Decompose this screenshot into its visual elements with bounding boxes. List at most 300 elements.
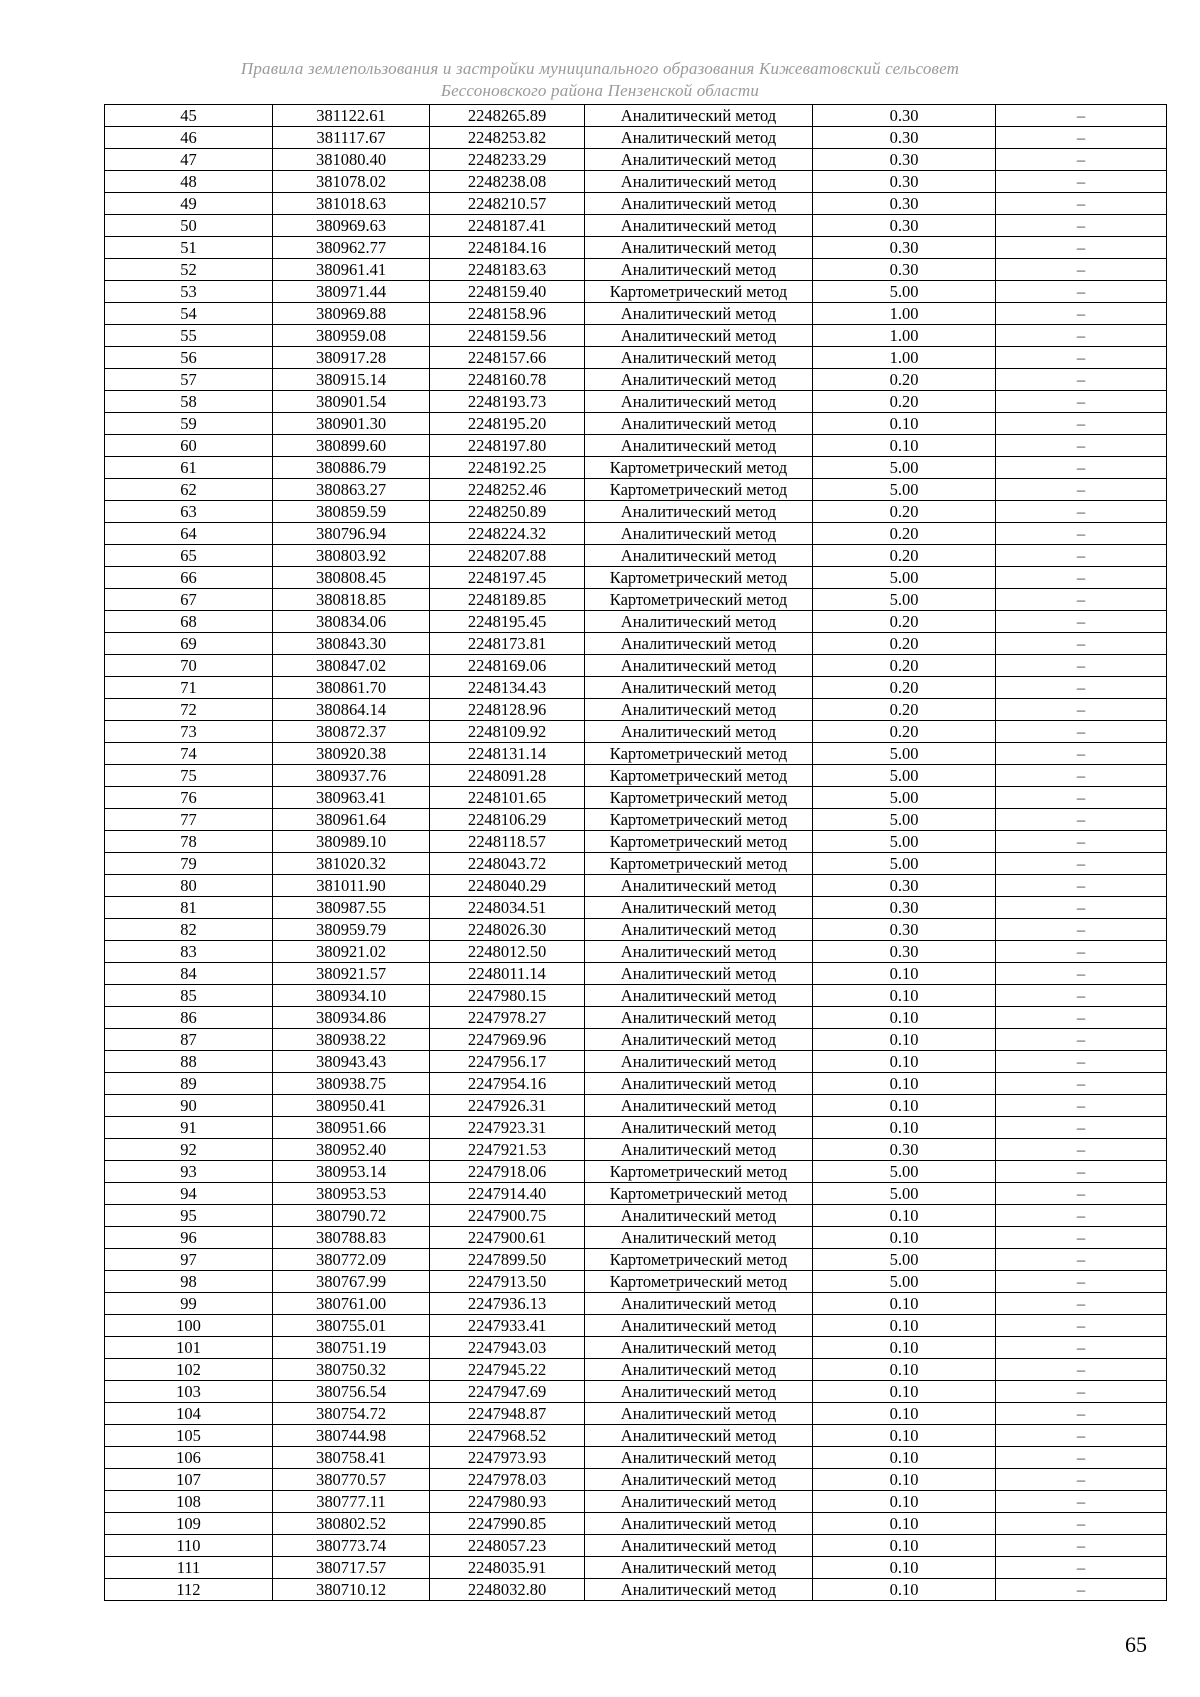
precision-cell: 0.10 <box>813 1073 996 1095</box>
note-cell: – <box>996 1381 1167 1403</box>
method-cell: Аналитический метод <box>585 1381 813 1403</box>
x-coordinate-cell: 380770.57 <box>273 1469 430 1491</box>
table-row <box>105 809 1167 831</box>
precision-cell: 0.10 <box>813 1293 996 1315</box>
method-cell: Аналитический метод <box>585 941 813 963</box>
x-coordinate-cell: 380950.41 <box>273 1095 430 1117</box>
method-cell: Аналитический метод <box>585 1425 813 1447</box>
point-number-cell: 52 <box>105 259 273 281</box>
table-row <box>105 347 1167 369</box>
point-number-cell: 101 <box>105 1337 273 1359</box>
method-cell: Аналитический метод <box>585 1139 813 1161</box>
y-coordinate-cell: 2248101.65 <box>430 787 585 809</box>
table-row <box>105 831 1167 853</box>
method-cell: Аналитический метод <box>585 303 813 325</box>
precision-cell: 5.00 <box>813 743 996 765</box>
table-row <box>105 391 1167 413</box>
note-cell: – <box>996 501 1167 523</box>
table-row <box>105 501 1167 523</box>
x-coordinate-cell: 380710.12 <box>273 1579 430 1601</box>
table-row <box>105 589 1167 611</box>
point-number-cell: 109 <box>105 1513 273 1535</box>
table-row <box>105 941 1167 963</box>
table-row <box>105 1271 1167 1293</box>
y-coordinate-cell: 2248173.81 <box>430 633 585 655</box>
precision-cell: 0.20 <box>813 391 996 413</box>
note-cell: – <box>996 1073 1167 1095</box>
precision-cell: 5.00 <box>813 1249 996 1271</box>
point-number-cell: 47 <box>105 149 273 171</box>
precision-cell: 0.30 <box>813 259 996 281</box>
note-cell: – <box>996 633 1167 655</box>
point-number-cell: 107 <box>105 1469 273 1491</box>
note-cell: – <box>996 1183 1167 1205</box>
note-cell: – <box>996 1051 1167 1073</box>
method-cell: Картометрический метод <box>585 479 813 501</box>
y-coordinate-cell: 2248034.51 <box>430 897 585 919</box>
precision-cell: 1.00 <box>813 347 996 369</box>
method-cell: Аналитический метод <box>585 435 813 457</box>
y-coordinate-cell: 2248197.80 <box>430 435 585 457</box>
method-cell: Картометрический метод <box>585 853 813 875</box>
method-cell: Картометрический метод <box>585 831 813 853</box>
note-cell: – <box>996 391 1167 413</box>
precision-cell: 1.00 <box>813 325 996 347</box>
note-cell: – <box>996 721 1167 743</box>
note-cell: – <box>996 875 1167 897</box>
method-cell: Аналитический метод <box>585 1403 813 1425</box>
precision-cell: 5.00 <box>813 457 996 479</box>
y-coordinate-cell: 2248265.89 <box>430 105 585 127</box>
method-cell: Аналитический метод <box>585 1029 813 1051</box>
y-coordinate-cell: 2247973.93 <box>430 1447 585 1469</box>
x-coordinate-cell: 380989.10 <box>273 831 430 853</box>
method-cell: Аналитический метод <box>585 237 813 259</box>
precision-cell: 0.30 <box>813 237 996 259</box>
precision-cell: 5.00 <box>813 853 996 875</box>
note-cell: – <box>996 963 1167 985</box>
x-coordinate-cell: 380987.55 <box>273 897 430 919</box>
x-coordinate-cell: 380963.41 <box>273 787 430 809</box>
note-cell: – <box>996 809 1167 831</box>
y-coordinate-cell: 2247948.87 <box>430 1403 585 1425</box>
method-cell: Аналитический метод <box>585 1513 813 1535</box>
y-coordinate-cell: 2248193.73 <box>430 391 585 413</box>
point-number-cell: 74 <box>105 743 273 765</box>
table-row <box>105 171 1167 193</box>
y-coordinate-cell: 2248187.41 <box>430 215 585 237</box>
method-cell: Аналитический метод <box>585 699 813 721</box>
method-cell: Аналитический метод <box>585 259 813 281</box>
y-coordinate-cell: 2248118.57 <box>430 831 585 853</box>
point-number-cell: 94 <box>105 1183 273 1205</box>
method-cell: Аналитический метод <box>585 963 813 985</box>
table-row <box>105 1007 1167 1029</box>
point-number-cell: 111 <box>105 1557 273 1579</box>
note-cell: – <box>996 831 1167 853</box>
x-coordinate-cell: 381080.40 <box>273 149 430 171</box>
x-coordinate-cell: 380758.41 <box>273 1447 430 1469</box>
note-cell: – <box>996 1249 1167 1271</box>
note-cell: – <box>996 655 1167 677</box>
point-number-cell: 56 <box>105 347 273 369</box>
method-cell: Аналитический метод <box>585 391 813 413</box>
point-number-cell: 73 <box>105 721 273 743</box>
y-coordinate-cell: 2247947.69 <box>430 1381 585 1403</box>
y-coordinate-cell: 2247921.53 <box>430 1139 585 1161</box>
note-cell: – <box>996 1095 1167 1117</box>
note-cell: – <box>996 985 1167 1007</box>
x-coordinate-cell: 381020.32 <box>273 853 430 875</box>
table-row <box>105 875 1167 897</box>
x-coordinate-cell: 380959.08 <box>273 325 430 347</box>
x-coordinate-cell: 380790.72 <box>273 1205 430 1227</box>
method-cell: Аналитический метод <box>585 1579 813 1601</box>
method-cell: Аналитический метод <box>585 611 813 633</box>
note-cell: – <box>996 1535 1167 1557</box>
y-coordinate-cell: 2248040.29 <box>430 875 585 897</box>
y-coordinate-cell: 2248189.85 <box>430 589 585 611</box>
note-cell: – <box>996 105 1167 127</box>
precision-cell: 0.30 <box>813 1139 996 1161</box>
y-coordinate-cell: 2248160.78 <box>430 369 585 391</box>
x-coordinate-cell: 380971.44 <box>273 281 430 303</box>
point-number-cell: 69 <box>105 633 273 655</box>
point-number-cell: 61 <box>105 457 273 479</box>
point-number-cell: 106 <box>105 1447 273 1469</box>
x-coordinate-cell: 380755.01 <box>273 1315 430 1337</box>
method-cell: Аналитический метод <box>585 1447 813 1469</box>
x-coordinate-cell: 381117.67 <box>273 127 430 149</box>
precision-cell: 0.10 <box>813 1491 996 1513</box>
method-cell: Аналитический метод <box>585 1337 813 1359</box>
point-number-cell: 91 <box>105 1117 273 1139</box>
note-cell: – <box>996 259 1167 281</box>
note-cell: – <box>996 171 1167 193</box>
precision-cell: 0.10 <box>813 1051 996 1073</box>
method-cell: Картометрический метод <box>585 809 813 831</box>
table-row <box>105 677 1167 699</box>
x-coordinate-cell: 380796.94 <box>273 523 430 545</box>
table-row <box>105 1557 1167 1579</box>
table-row <box>105 853 1167 875</box>
point-number-cell: 45 <box>105 105 273 127</box>
precision-cell: 0.10 <box>813 1007 996 1029</box>
precision-cell: 0.10 <box>813 1381 996 1403</box>
point-number-cell: 99 <box>105 1293 273 1315</box>
table-row <box>105 105 1167 127</box>
method-cell: Аналитический метод <box>585 1227 813 1249</box>
x-coordinate-cell: 380969.63 <box>273 215 430 237</box>
note-cell: – <box>996 853 1167 875</box>
y-coordinate-cell: 2248032.80 <box>430 1579 585 1601</box>
note-cell: – <box>996 1007 1167 1029</box>
y-coordinate-cell: 2247918.06 <box>430 1161 585 1183</box>
table-row <box>105 1183 1167 1205</box>
point-number-cell: 70 <box>105 655 273 677</box>
point-number-cell: 51 <box>105 237 273 259</box>
precision-cell: 0.10 <box>813 1425 996 1447</box>
note-cell: – <box>996 545 1167 567</box>
note-cell: – <box>996 193 1167 215</box>
precision-cell: 0.20 <box>813 523 996 545</box>
note-cell: – <box>996 303 1167 325</box>
point-number-cell: 108 <box>105 1491 273 1513</box>
x-coordinate-cell: 380951.66 <box>273 1117 430 1139</box>
x-coordinate-cell: 380961.64 <box>273 809 430 831</box>
y-coordinate-cell: 2247943.03 <box>430 1337 585 1359</box>
y-coordinate-cell: 2248195.45 <box>430 611 585 633</box>
precision-cell: 0.20 <box>813 655 996 677</box>
table-row <box>105 237 1167 259</box>
note-cell: – <box>996 1227 1167 1249</box>
precision-cell: 0.30 <box>813 875 996 897</box>
precision-cell: 0.20 <box>813 369 996 391</box>
table-row <box>105 787 1167 809</box>
point-number-cell: 67 <box>105 589 273 611</box>
method-cell: Картометрический метод <box>585 567 813 589</box>
note-cell: – <box>996 413 1167 435</box>
precision-cell: 0.30 <box>813 171 996 193</box>
x-coordinate-cell: 380750.32 <box>273 1359 430 1381</box>
table-row <box>105 149 1167 171</box>
method-cell: Картометрический метод <box>585 457 813 479</box>
x-coordinate-cell: 380901.54 <box>273 391 430 413</box>
method-cell: Аналитический метод <box>585 985 813 1007</box>
y-coordinate-cell: 2248131.14 <box>430 743 585 765</box>
table-row <box>105 897 1167 919</box>
precision-cell: 0.10 <box>813 1117 996 1139</box>
y-coordinate-cell: 2248207.88 <box>430 545 585 567</box>
x-coordinate-cell: 380921.02 <box>273 941 430 963</box>
precision-cell: 5.00 <box>813 831 996 853</box>
point-number-cell: 112 <box>105 1579 273 1601</box>
precision-cell: 0.20 <box>813 545 996 567</box>
point-number-cell: 71 <box>105 677 273 699</box>
note-cell: – <box>996 1293 1167 1315</box>
y-coordinate-cell: 2248012.50 <box>430 941 585 963</box>
method-cell: Картометрический метод <box>585 281 813 303</box>
precision-cell: 0.30 <box>813 105 996 127</box>
note-cell: – <box>996 479 1167 501</box>
table-row <box>105 435 1167 457</box>
method-cell: Аналитический метод <box>585 523 813 545</box>
x-coordinate-cell: 380773.74 <box>273 1535 430 1557</box>
x-coordinate-cell: 380751.19 <box>273 1337 430 1359</box>
precision-cell: 5.00 <box>813 567 996 589</box>
precision-cell: 5.00 <box>813 281 996 303</box>
method-cell: Аналитический метод <box>585 215 813 237</box>
method-cell: Аналитический метод <box>585 1359 813 1381</box>
note-cell: – <box>996 149 1167 171</box>
method-cell: Аналитический метод <box>585 105 813 127</box>
method-cell: Картометрический метод <box>585 743 813 765</box>
table-row <box>105 985 1167 1007</box>
method-cell: Аналитический метод <box>585 1117 813 1139</box>
coordinates-table <box>104 104 1167 1601</box>
table-row <box>105 1029 1167 1051</box>
table-row <box>105 1293 1167 1315</box>
y-coordinate-cell: 2247923.31 <box>430 1117 585 1139</box>
precision-cell: 0.10 <box>813 1359 996 1381</box>
y-coordinate-cell: 2248183.63 <box>430 259 585 281</box>
x-coordinate-cell: 380920.38 <box>273 743 430 765</box>
precision-cell: 0.10 <box>813 1205 996 1227</box>
point-number-cell: 90 <box>105 1095 273 1117</box>
table-row <box>105 281 1167 303</box>
y-coordinate-cell: 2248169.06 <box>430 655 585 677</box>
note-cell: – <box>996 699 1167 721</box>
precision-cell: 5.00 <box>813 787 996 809</box>
precision-cell: 0.30 <box>813 149 996 171</box>
table-row <box>105 1227 1167 1249</box>
x-coordinate-cell: 380834.06 <box>273 611 430 633</box>
precision-cell: 0.20 <box>813 677 996 699</box>
table-row <box>105 1249 1167 1271</box>
note-cell: – <box>996 1403 1167 1425</box>
x-coordinate-cell: 380818.85 <box>273 589 430 611</box>
point-number-cell: 53 <box>105 281 273 303</box>
table-row <box>105 1403 1167 1425</box>
precision-cell: 5.00 <box>813 479 996 501</box>
point-number-cell: 97 <box>105 1249 273 1271</box>
point-number-cell: 100 <box>105 1315 273 1337</box>
method-cell: Аналитический метод <box>585 347 813 369</box>
table-row <box>105 523 1167 545</box>
table-row <box>105 1095 1167 1117</box>
table-row <box>105 325 1167 347</box>
table-row <box>105 1579 1167 1601</box>
precision-cell: 0.10 <box>813 1513 996 1535</box>
method-cell: Аналитический метод <box>585 655 813 677</box>
table-row <box>105 1051 1167 1073</box>
table-row <box>105 1161 1167 1183</box>
method-cell: Аналитический метод <box>585 919 813 941</box>
precision-cell: 0.10 <box>813 1337 996 1359</box>
table-row <box>105 369 1167 391</box>
table-row <box>105 259 1167 281</box>
precision-cell: 0.10 <box>813 435 996 457</box>
x-coordinate-cell: 380803.92 <box>273 545 430 567</box>
x-coordinate-cell: 380938.22 <box>273 1029 430 1051</box>
table-row <box>105 919 1167 941</box>
point-number-cell: 89 <box>105 1073 273 1095</box>
x-coordinate-cell: 380847.02 <box>273 655 430 677</box>
method-cell: Аналитический метод <box>585 369 813 391</box>
note-cell: – <box>996 325 1167 347</box>
method-cell: Аналитический метод <box>585 325 813 347</box>
y-coordinate-cell: 2248252.46 <box>430 479 585 501</box>
point-number-cell: 72 <box>105 699 273 721</box>
table-row <box>105 193 1167 215</box>
precision-cell: 0.30 <box>813 193 996 215</box>
method-cell: Аналитический метод <box>585 1293 813 1315</box>
precision-cell: 0.10 <box>813 1469 996 1491</box>
x-coordinate-cell: 381018.63 <box>273 193 430 215</box>
precision-cell: 0.10 <box>813 1403 996 1425</box>
x-coordinate-cell: 380962.77 <box>273 237 430 259</box>
table-row <box>105 1535 1167 1557</box>
precision-cell: 0.30 <box>813 215 996 237</box>
note-cell: – <box>996 611 1167 633</box>
note-cell: – <box>996 1425 1167 1447</box>
note-cell: – <box>996 765 1167 787</box>
precision-cell: 0.10 <box>813 1227 996 1249</box>
note-cell: – <box>996 567 1167 589</box>
method-cell: Картометрический метод <box>585 1249 813 1271</box>
point-number-cell: 87 <box>105 1029 273 1051</box>
note-cell: – <box>996 677 1167 699</box>
precision-cell: 0.30 <box>813 919 996 941</box>
note-cell: – <box>996 1359 1167 1381</box>
y-coordinate-cell: 2248106.29 <box>430 809 585 831</box>
y-coordinate-cell: 2247933.41 <box>430 1315 585 1337</box>
running-header <box>0 58 1200 102</box>
x-coordinate-cell: 380863.27 <box>273 479 430 501</box>
table-row <box>105 215 1167 237</box>
note-cell: – <box>996 589 1167 611</box>
x-coordinate-cell: 380767.99 <box>273 1271 430 1293</box>
y-coordinate-cell: 2248157.66 <box>430 347 585 369</box>
note-cell: – <box>996 1579 1167 1601</box>
point-number-cell: 98 <box>105 1271 273 1293</box>
y-coordinate-cell: 2248158.96 <box>430 303 585 325</box>
method-cell: Аналитический метод <box>585 193 813 215</box>
note-cell: – <box>996 369 1167 391</box>
precision-cell: 0.10 <box>813 413 996 435</box>
precision-cell: 0.30 <box>813 127 996 149</box>
note-cell: – <box>996 1161 1167 1183</box>
table-row <box>105 1117 1167 1139</box>
table-row <box>105 743 1167 765</box>
point-number-cell: 93 <box>105 1161 273 1183</box>
x-coordinate-cell: 380959.79 <box>273 919 430 941</box>
point-number-cell: 60 <box>105 435 273 457</box>
table-row <box>105 479 1167 501</box>
y-coordinate-cell: 2248026.30 <box>430 919 585 941</box>
table-row <box>105 413 1167 435</box>
table-row <box>105 765 1167 787</box>
point-number-cell: 63 <box>105 501 273 523</box>
precision-cell: 0.10 <box>813 1029 996 1051</box>
table-row <box>105 545 1167 567</box>
x-coordinate-cell: 381122.61 <box>273 105 430 127</box>
precision-cell: 0.10 <box>813 1579 996 1601</box>
method-cell: Аналитический метод <box>585 545 813 567</box>
point-number-cell: 102 <box>105 1359 273 1381</box>
table-row <box>105 1513 1167 1535</box>
note-cell: – <box>996 523 1167 545</box>
precision-cell: 0.20 <box>813 699 996 721</box>
x-coordinate-cell: 380886.79 <box>273 457 430 479</box>
x-coordinate-cell: 380943.43 <box>273 1051 430 1073</box>
note-cell: – <box>996 787 1167 809</box>
precision-cell: 0.10 <box>813 963 996 985</box>
y-coordinate-cell: 2247980.93 <box>430 1491 585 1513</box>
x-coordinate-cell: 380717.57 <box>273 1557 430 1579</box>
point-number-cell: 79 <box>105 853 273 875</box>
coordinates-table-body <box>105 105 1167 1601</box>
note-cell: – <box>996 457 1167 479</box>
table-row <box>105 1139 1167 1161</box>
table-row <box>105 1425 1167 1447</box>
x-coordinate-cell: 380772.09 <box>273 1249 430 1271</box>
y-coordinate-cell: 2247926.31 <box>430 1095 585 1117</box>
method-cell: Аналитический метод <box>585 633 813 655</box>
method-cell: Аналитический метод <box>585 1535 813 1557</box>
method-cell: Аналитический метод <box>585 1315 813 1337</box>
point-number-cell: 81 <box>105 897 273 919</box>
